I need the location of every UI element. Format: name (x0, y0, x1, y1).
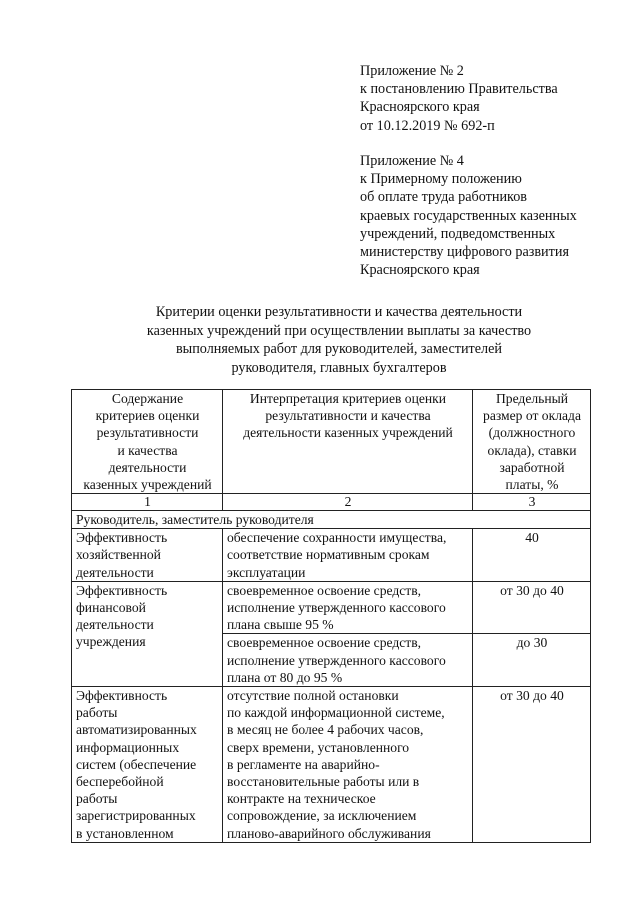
cell-text: сопровождение, за исключением (227, 808, 417, 824)
cell-text: обеспечение сохранности имущества, (227, 530, 447, 546)
header-text: критериев оценки (95, 408, 200, 424)
table-row (72, 529, 591, 582)
cell-text: в установленном (76, 825, 174, 841)
cell-text: работы (76, 791, 118, 807)
cell-text: контракте на техническое (227, 791, 376, 807)
interpretation-cell (223, 581, 473, 634)
cell-text: восстановительные работы или в (227, 774, 420, 790)
cell-text: деятельности (76, 617, 154, 633)
cell-text: плана от 80 до 95 % (227, 669, 343, 685)
annex-line: Приложение № 2 (360, 63, 464, 79)
column-number: 1 (72, 494, 223, 511)
annex-line: к постановлению Правительства (360, 81, 558, 98)
header-text: результативности и качества (265, 408, 431, 424)
cell-text: планово-аварийного обслуживания (227, 825, 431, 841)
interpretation-cell (223, 529, 473, 582)
header-text: результативности (96, 425, 199, 441)
cell-text: Эффективность (76, 530, 168, 546)
title-line: Критерии оценки результативности и качества деятельности (155, 304, 523, 320)
cell-text: своевременное освоение средств, (227, 635, 422, 651)
criterion-cell (72, 529, 223, 582)
cell-text: по каждой информационной системе, (227, 705, 445, 721)
cell-text: работы (76, 705, 118, 721)
title-line: руководителя, главных бухгалтеров (231, 359, 447, 376)
cell-text: в регламенте на аварийно- (227, 756, 380, 772)
cell-text: хозяйственной (76, 547, 161, 563)
header-text: деятельности (108, 459, 187, 475)
annex-line: Красноярского края (360, 262, 480, 279)
cell-text: Эффективность (76, 582, 168, 598)
header-text: заработной (499, 459, 565, 475)
criteria-table (71, 389, 591, 843)
annex-line: Приложение № 4 (360, 153, 464, 169)
table-row (72, 581, 591, 634)
cell-text: отсутствие полной остановки (227, 688, 399, 704)
cell-text: финансовой (76, 600, 146, 616)
table-row (72, 687, 591, 843)
annex-line: об оплате труда работников (360, 189, 528, 206)
cell-text: в месяц не более 4 рабочих часов, (227, 722, 424, 738)
cell-text: систем (обеспечение (76, 756, 197, 772)
cell-text: исполнение утвержденного кассового (227, 652, 446, 668)
header-text: оклада), ставки (487, 442, 577, 458)
amount-cell: от 30 до 40 (473, 581, 591, 634)
annex-line: краевых государственных казенных (360, 207, 577, 224)
cell-text: учреждения (76, 634, 146, 650)
section-row (72, 511, 591, 529)
annex-line: министерству цифрового развития (360, 244, 569, 261)
header-text: казенных учреждений (83, 477, 212, 493)
annex-primary-reference (360, 62, 630, 135)
header-text: размер от оклада (483, 408, 581, 424)
header-criteria-interpretation (223, 390, 473, 494)
cell-text: информационных (76, 739, 180, 755)
annex-secondary-reference (360, 152, 630, 279)
column-number: 3 (473, 494, 591, 511)
header-text: Предельный (495, 391, 569, 406)
header-text: Интерпретация критериев оценки (249, 391, 447, 406)
header-text: и качества (117, 442, 178, 458)
cell-text: Эффективность (76, 688, 168, 704)
cell-text: зарегистрированных (76, 808, 196, 824)
cell-text: автоматизированных (76, 722, 197, 738)
annex-line: к Примерному положению (360, 171, 522, 188)
annex-line: от 10.12.2019 № 692-п (360, 117, 495, 134)
criterion-cell (72, 687, 223, 843)
cell-text: сверх времени, установленного (227, 739, 410, 755)
header-text: платы, % (505, 477, 559, 493)
interpretation-cell (223, 687, 473, 843)
amount-cell: 40 (473, 529, 591, 582)
cell-text: соответствие нормативным срокам (227, 547, 430, 563)
cell-text: бесперебойной (76, 774, 164, 790)
cell-text: плана свыше 95 % (227, 617, 334, 633)
table-header-row (72, 390, 591, 494)
header-text: Содержание (111, 391, 184, 406)
amount-cell: до 30 (473, 634, 591, 687)
annex-line: учреждений, подведомственных (360, 225, 556, 242)
header-criteria-content (72, 390, 223, 494)
column-number-row (72, 494, 591, 511)
header-max-amount (473, 390, 591, 494)
column-number: 2 (223, 494, 473, 511)
title-line: казенных учреждений при осуществлении выплаты за качество (146, 322, 532, 339)
header-text: (должностного (488, 425, 576, 441)
amount-cell: от 30 до 40 (473, 687, 591, 843)
cell-text: своевременное освоение средств, (227, 582, 422, 598)
cell-text: деятельности (76, 564, 154, 580)
document-title (64, 303, 614, 377)
section-title: Руководитель, заместитель руководителя (72, 511, 591, 529)
criterion-cell (72, 581, 223, 686)
cell-text: эксплуатации (227, 564, 306, 580)
annex-line: Красноярского края (360, 99, 480, 116)
title-line: выполняемых работ для руководителей, заместителей (175, 341, 503, 358)
interpretation-cell (223, 634, 473, 687)
cell-text: исполнение утвержденного кассового (227, 600, 446, 616)
header-text: деятельности казенных учреждений (243, 425, 453, 441)
